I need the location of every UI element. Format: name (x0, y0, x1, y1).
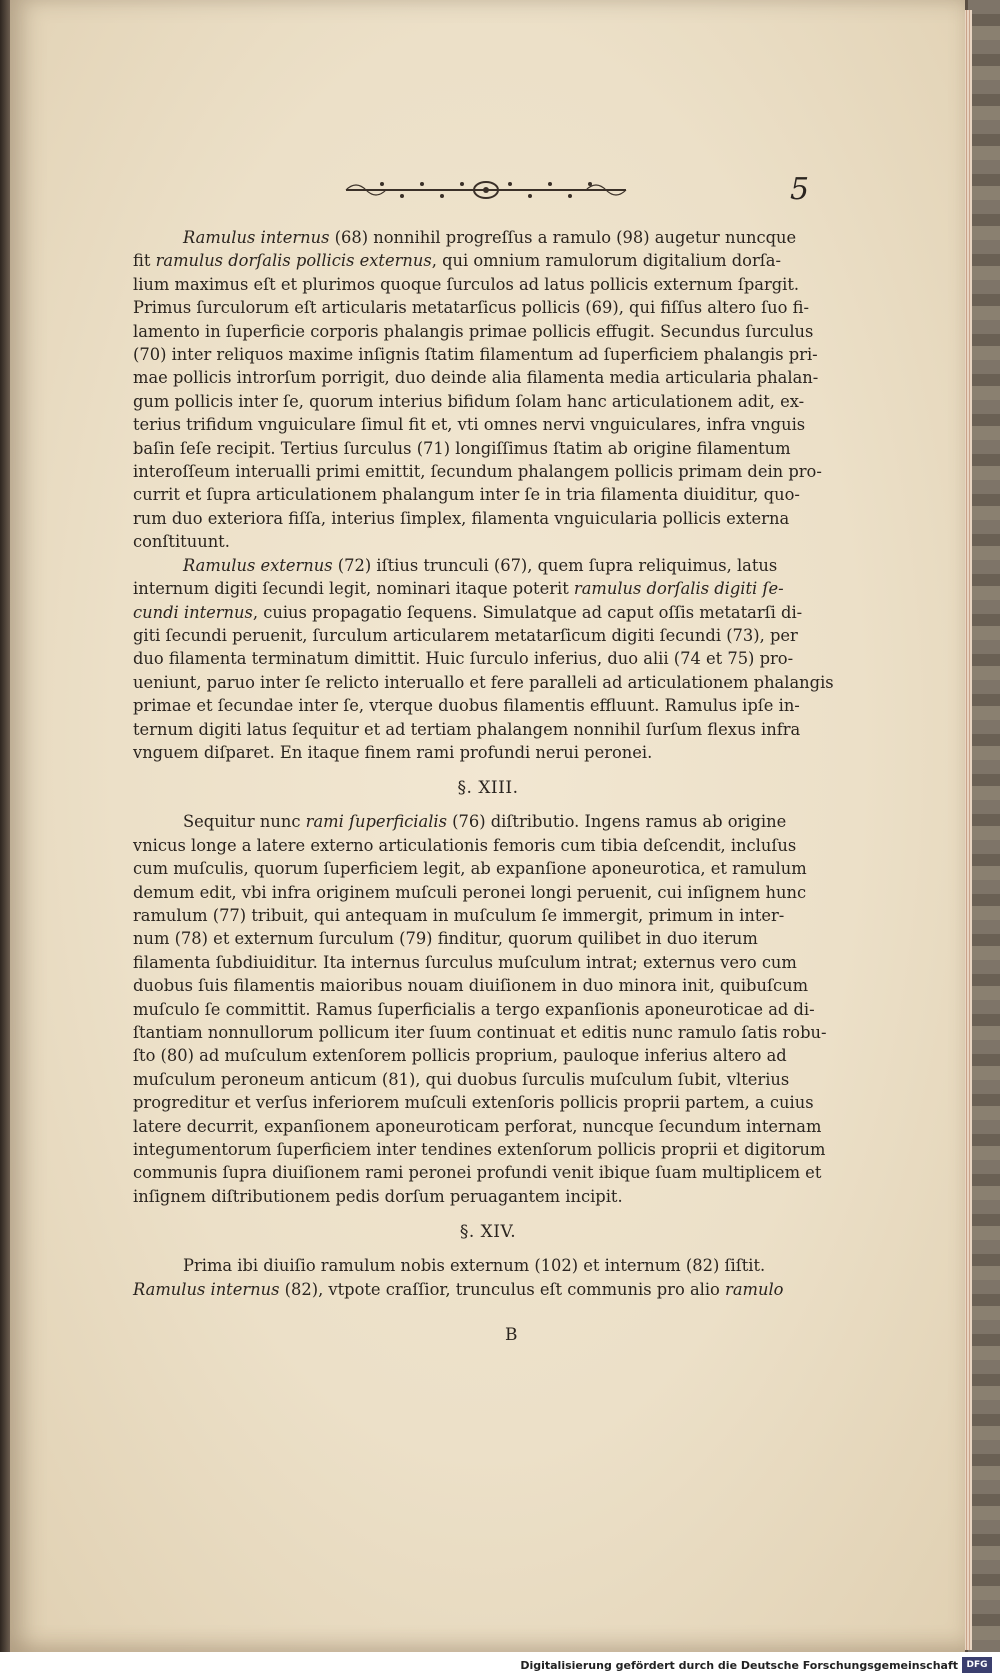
text-run: num (78) et externum ſurculum (79) finditur, quorum quilibet in duo iterum (133, 929, 758, 949)
text-line (133, 507, 843, 530)
text-line (133, 296, 843, 319)
text-run: ueniunt, paruo inter ſe relicto interuallo et fere paralleli ad articulationem phalangis (133, 672, 834, 692)
text-run: ramulum (77) tribuit, qui antequam in muſculum ſe immergit, primum in inter- (133, 905, 785, 925)
text-line (133, 1091, 843, 1114)
text-run: (68) nonnihil progreſſus a ramulo (98) augetur nuncque (329, 228, 797, 247)
text-run: primae et ſecundae inter ſe, vterque duobus filamentis effluunt. Ramulus ipſe in- (133, 696, 800, 716)
text-line (133, 1044, 843, 1067)
italic-term: Ramulus externus (183, 555, 333, 575)
text-run: Primus ſurculorum eſt articularis metatarſicus pollicis (69), qui fiſſus altero ſuo fi- (133, 298, 809, 318)
text-run: muſculo ſe committit. Ramus ſuperficialis a tergo expanſionis aponeuroticae ad di- (133, 999, 815, 1019)
text-line (133, 927, 843, 950)
text-run: ſto (80) ad muſculum extenſorem pollicis proprium, pauloque inferius altero ad (133, 1046, 787, 1066)
text-run: (82), vtpote craſſior, trunculus eſt communis pro alio (279, 1279, 726, 1299)
text-line (133, 741, 843, 764)
text-line (133, 974, 843, 997)
text-line (133, 530, 843, 553)
dfg-logo-icon: DFG (962, 1657, 992, 1673)
ornament-headpiece-icon (342, 174, 630, 202)
section-heading: §. XIII. (457, 778, 519, 799)
section-heading: §. XIV. (459, 1222, 517, 1243)
text-line (133, 1185, 843, 1208)
text-run: fit (133, 251, 156, 271)
text-run: interoſſeum interualli primi emittit, ſecundum phalangem pollicis primam dein pro- (133, 462, 822, 482)
text-line (133, 1021, 843, 1044)
text-run: rum duo exteriora fiſſa, interius ſimplex, filamenta vnguicularia pollicis externa (133, 508, 790, 528)
text-run: communis ſupra diuiſionem rami peronei profundi venit ibique ſuam multiplicem et (133, 1163, 822, 1183)
text-line (133, 1068, 843, 1091)
text-run: Prima ibi diuiſio ramulum nobis externum (102) et internum (82) ſiſtit. (183, 1256, 766, 1276)
text-line (133, 226, 843, 249)
text-line (133, 366, 843, 389)
text-line (133, 857, 843, 880)
text-line (133, 483, 843, 506)
text-run: progreditur et verſus inferiorem muſculi extenſoris pollicis proprii partem, a cuius (133, 1093, 814, 1113)
text-run: conſtituunt. (133, 532, 230, 552)
text-run: internum digiti ſecundi legit, nominari itaque poterit (133, 579, 574, 599)
text-run: gum pollicis inter ſe, quorum interius bifidum ſolam hanc articulationem adit, ex- (133, 391, 805, 411)
text-run: baſin ſeſe recipit. Tertius ſurculus (71) longiſſimus ſtatim ab origine filamentum (133, 438, 791, 458)
text-line (133, 694, 843, 717)
text-line (133, 437, 843, 460)
text-run: integumentorum ſuperficiem inter tendines extenſorum pollicis proprii et digitorum (133, 1140, 826, 1160)
text-run: ternum digiti latus ſequitur et ad tertiam phalangem nonnihil ſurſum flexus infra (133, 719, 801, 739)
text-run: , qui omnium ramulorum digitalium dorſa- (431, 251, 781, 271)
text-run: Sequitur nunc (183, 812, 306, 832)
italic-term: ramulo (725, 1279, 784, 1299)
italic-term: Ramulus internus (133, 1279, 280, 1299)
text-line (133, 624, 843, 647)
text-line (133, 601, 843, 624)
italic-term: Ramulus internus (183, 228, 330, 247)
text-run: muſculum peroneum anticum (81), qui duobus ſurculis muſculum ſubit, vlterius (133, 1069, 790, 1089)
text-run: demum edit, vbi infra originem muſculi peronei longi peruenit, cui inſignem hunc (133, 882, 807, 902)
paragraph (133, 1254, 843, 1301)
text-line (133, 320, 843, 343)
text-line (133, 413, 843, 436)
text-line (133, 577, 843, 600)
text-line (133, 718, 843, 741)
text-run: ſtantiam nonnullorum pollicum iter ſuum continuat et editis nunc ramulo ſatis robu- (133, 1023, 827, 1042)
text-run: (70) inter reliquos maxime inſignis ſtatim filamentum ad ſuperficiem phalangis pri- (133, 345, 818, 365)
text-line (133, 951, 843, 974)
text-run: terius trifidum vnguiculare ſimul fit et, vti omnes nervi vnguiculares, infra vnguis (133, 415, 806, 435)
text-line (133, 881, 843, 904)
text-line (133, 554, 843, 577)
italic-term: rami ſuperficialis (305, 812, 447, 832)
text-run: filamenta ſubdiuiditur. Ita internus ſurculus muſculum intrat; externus vero cum (133, 952, 797, 972)
paragraph (133, 226, 843, 554)
text-line (133, 1115, 843, 1138)
text-run: giti ſecundi peruenit, ſurculum articularem metatarſicum digiti ſecundi (73), per (133, 625, 798, 645)
text-line (133, 834, 843, 857)
text-line (133, 273, 843, 296)
book-cover-edge (968, 0, 1000, 1680)
paragraph (133, 554, 843, 765)
page-number: 5 (790, 172, 810, 207)
text-run: currit et ſupra articulationem phalangum inter ſe in tria filamenta diuiditur, quo- (133, 485, 800, 505)
footer-credit: Digitalisierung gefördert durch die Deutsche Forschungsgemeinschaft (520, 1659, 958, 1672)
text-run: vnicus longe a latere externo articulationis femoris cum tibia deſcendit, incluſus (133, 835, 797, 855)
text-run: latere decurrit, expanſionem aponeuroticam perforat, nuncque ſecundum internam (133, 1116, 822, 1136)
text-line (133, 1161, 843, 1184)
italic-term: cundi internus (133, 602, 253, 622)
text-run: (72) iſtius trunculi (67), quem ſupra reliquimus, latus (332, 555, 778, 575)
text-run: duobus ſuis filamentis maioribus nouam diuiſionem in duo minora init, quibuſcum (133, 976, 809, 996)
text-line (133, 1254, 843, 1277)
book-page (10, 0, 965, 1652)
footer-bar (0, 1652, 1000, 1680)
text-run: cum muſculis, quorum ſuperficiem legit, ab expanſione aponeurotica, et ramulum (133, 859, 807, 879)
text-run: vnguem diſparet. En itaque finem rami profundi nerui peronei. (133, 742, 653, 762)
text-line (133, 998, 843, 1021)
text-line (133, 1138, 843, 1161)
text-run: , cuius propagatio ſequens. Simulatque ad caput oſſis metatarſi di- (252, 602, 803, 622)
text-line (133, 343, 843, 366)
italic-term: ramulus dorſalis digiti ſe- (573, 579, 784, 599)
text-line (133, 249, 843, 272)
signature-mark: B (505, 1325, 518, 1345)
text-line (133, 904, 843, 927)
text-line (133, 647, 843, 670)
text-line (133, 671, 843, 694)
text-line (133, 1278, 843, 1301)
paragraph (133, 810, 843, 1208)
text-line (133, 460, 843, 483)
text-run: lium maximus eſt et plurimos quoque ſurculos ad latus pollicis externum ſpargit. (133, 274, 800, 294)
text-run: inſignem diſtributionem pedis dorſum peruagantem incipit. (133, 1186, 623, 1206)
text-run: duo filamenta terminatum dimittit. Huic ſurculo inferius, duo alii (74 et 75) pro- (133, 649, 794, 669)
italic-term: ramulus dorſalis pollicis externus (155, 251, 432, 271)
text-run: mae pollicis introrſum porrigit, duo deinde alia filamenta media articularia phalan- (133, 368, 819, 388)
text-run: (76) diſtributio. Ingens ramus ab origine (446, 812, 787, 832)
text-line (133, 390, 843, 413)
book-spine (0, 0, 10, 1680)
text-line (133, 810, 843, 833)
body-text (133, 226, 843, 1301)
text-run: lamento in ſuperficie corporis phalangis primae pollicis effugit. Secundus ſurculus (133, 321, 814, 341)
